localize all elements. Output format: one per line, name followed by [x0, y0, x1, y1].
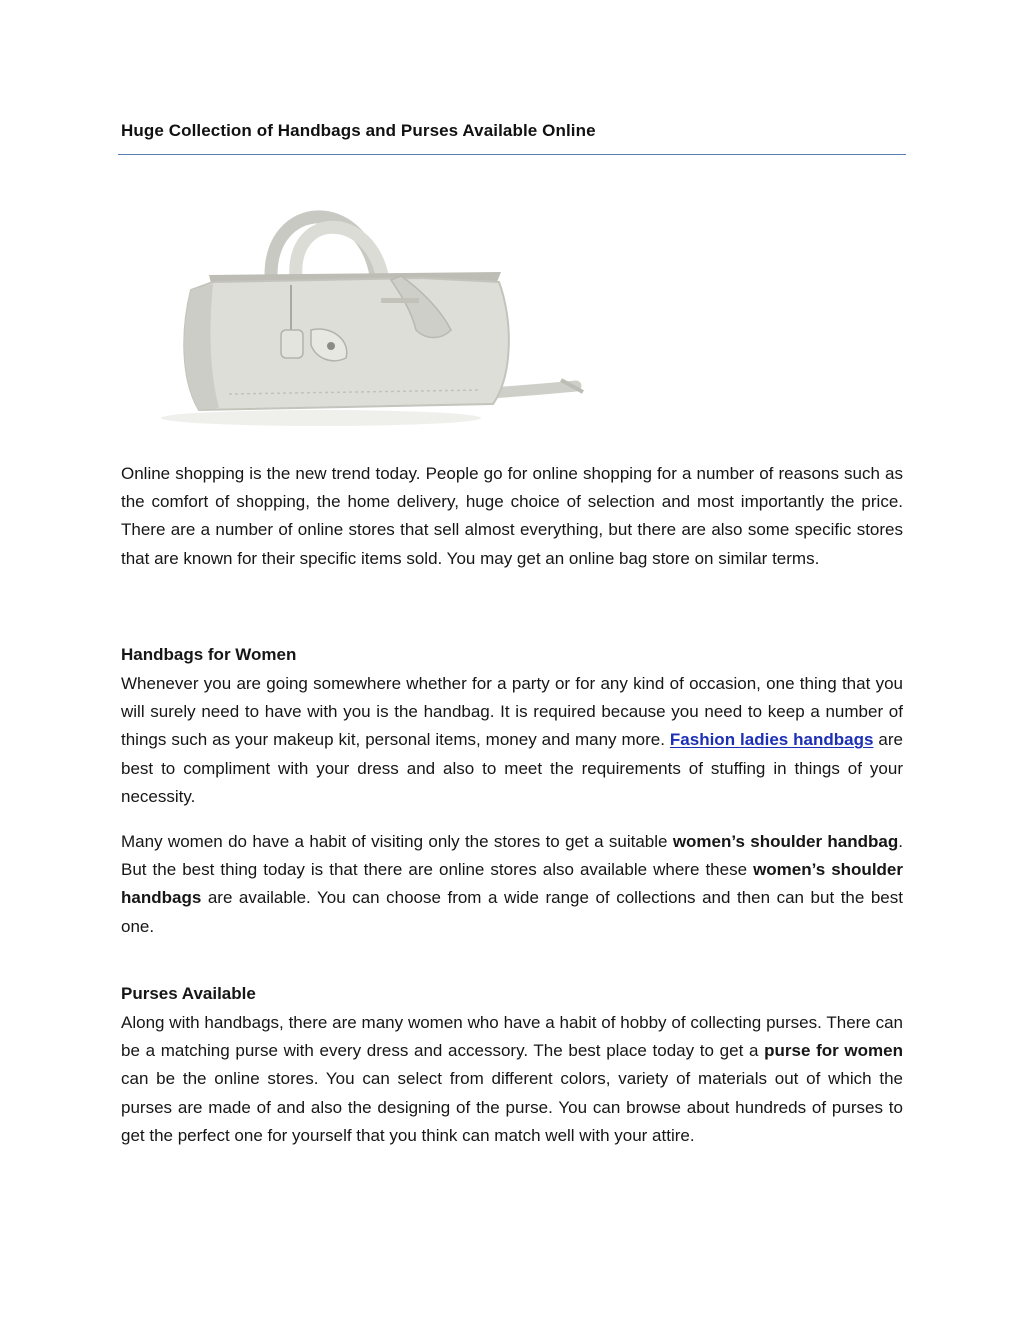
purses-paragraph: [121, 1009, 903, 1150]
intro-paragraph: Online shopping is the new trend today. People go for online shopping for a number of reasons such as the comfort of shopping, the home delivery, huge choice of selection and most importantly the price. There are a number of online stores that sell almost everything, but there are also some specific stores that are known for their specific items sold. You may get an online bag store on similar terms.: [121, 464, 903, 568]
women-paragraph-2-d: are available. You can choose from a wide range of collections and then can but the best one.: [121, 888, 903, 936]
women-paragraph-2-c: . But the best thing today is that there are online stores also available where these: [121, 832, 903, 880]
womens-shoulder-handbag-emphasis: women’s shoulder handbag: [672, 832, 899, 851]
purse-for-women-emphasis: purse for women: [764, 1041, 903, 1061]
section-heading-handbags-for-women: Handbags for Women: [121, 645, 297, 664]
women-paragraph-1-tail: are best to compliment with your dress and also to meet the requirements of stuffing in things of your necessity.: [121, 730, 903, 806]
women-paragraph-1-text: Whenever you are going somewhere whether for a party or for any kind of occasion, one thing that you will surely need to have with you is the handbag. It is required because you need to keep a number of things such as your makeup kit, personal items, money and many more.: [121, 674, 903, 750]
handbag-image: [121, 180, 603, 442]
womens-shoulder-handbags-emphasis: women’s shoulder handbags: [121, 860, 903, 908]
section-heading-purses-available: Purses Available: [121, 984, 256, 1003]
fashion-ladies-handbags-link[interactable]: Fashion ladies handbags: [669, 730, 874, 750]
women-paragraph-2: [121, 828, 903, 941]
women-paragraph-2-a: Many women do have a habit of visiting only the stores to get a suitable: [121, 832, 673, 851]
women-paragraph-1: [121, 670, 903, 811]
title-divider: [118, 154, 906, 155]
purses-paragraph-a: Along with handbags, there are many women who have a habit of hobby of collecting purses. There can be a matching purse with every dress and accessory. The best place today to get a: [121, 1013, 903, 1061]
page-title: Huge Collection of Handbags and Purses Available Online: [121, 121, 596, 140]
purses-paragraph-c: can be the online stores. You can select from different colors, variety of materials out of which the purses are made of and also the designing of the purse. You can browse about hundreds of purses to get the perfect one for yourself that you think can match well with your attire.: [121, 1069, 903, 1145]
